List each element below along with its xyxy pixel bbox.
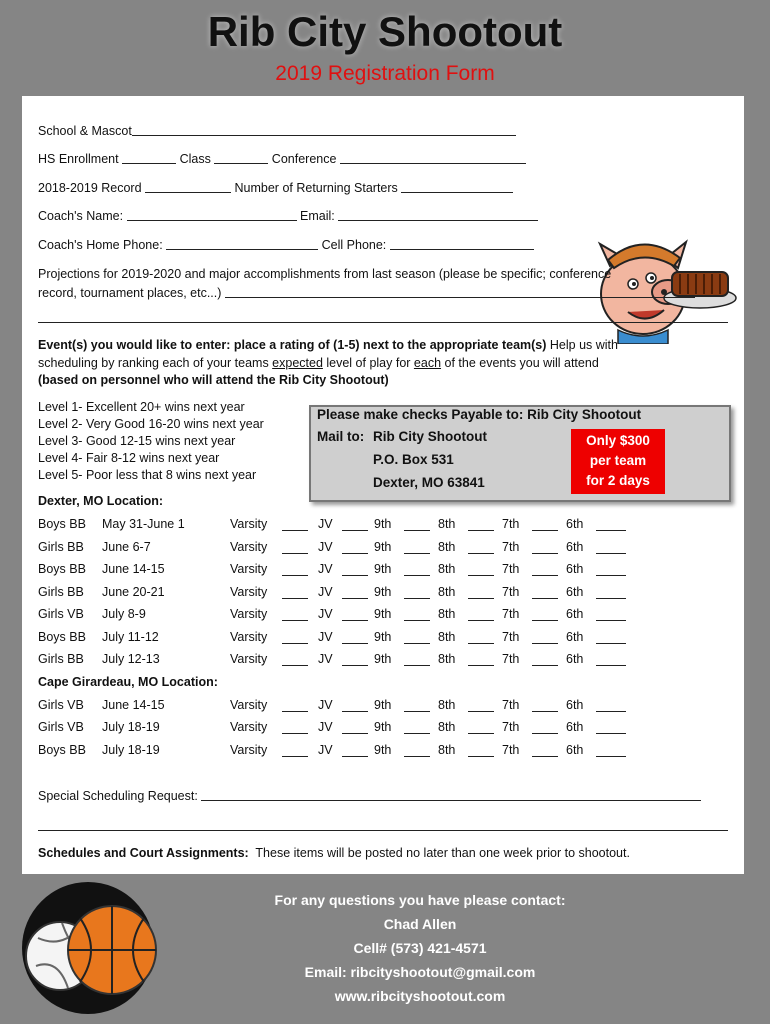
address-line-2: P.O. Box 531 (373, 452, 454, 467)
level-label: JV (318, 652, 333, 666)
event-dates: July 18-19 (102, 742, 160, 757)
rating-blank[interactable] (532, 653, 558, 666)
rating-blank[interactable] (342, 653, 368, 666)
location-heading: Dexter, MO Location: (38, 494, 164, 508)
contact-intro: For any questions you have please contact: (274, 892, 566, 908)
level-label: 8th (438, 584, 456, 599)
school-label: School & Mascot (38, 124, 132, 138)
level-label: 7th (502, 629, 520, 644)
conference-label: Conference (271, 152, 337, 166)
event-team: Boys BB (38, 562, 86, 576)
level-label: JV (318, 584, 333, 599)
level-label: JV (318, 607, 333, 621)
level-label: 7th (502, 562, 520, 576)
level-label: 6th (566, 607, 584, 621)
rating-blank[interactable] (468, 541, 494, 554)
rating-blank[interactable] (532, 608, 558, 621)
rating-blank[interactable] (596, 518, 626, 531)
level-label: 9th (374, 652, 392, 666)
page-subtitle: 2019 Registration Form (275, 62, 495, 85)
home-phone-field[interactable] (166, 237, 318, 250)
event-dates: July 18-19 (102, 720, 160, 734)
level-label: 8th (438, 562, 456, 576)
level-label: 6th (566, 539, 584, 554)
price-line-3: for 2 days (586, 473, 650, 488)
enrollment-label: HS Enrollment (38, 152, 119, 166)
events-line2-b: level of play for (322, 356, 414, 370)
level-label: 7th (502, 720, 520, 734)
record-label: 2018-2019 Record (38, 181, 142, 195)
event-team: Girls VB (38, 720, 84, 734)
rating-blank[interactable] (532, 699, 558, 712)
price-badge (571, 429, 665, 494)
event-team: Girls BB (38, 539, 84, 554)
level-label: 7th (502, 652, 520, 666)
level-label: Varsity (230, 720, 268, 734)
event-row (38, 720, 658, 738)
rating-blank[interactable] (282, 653, 308, 666)
rating-blank[interactable] (404, 744, 430, 757)
event-team: Boys BB (38, 629, 86, 644)
event-row (38, 517, 658, 535)
rating-blank[interactable] (404, 699, 430, 712)
level-label: 8th (438, 652, 456, 666)
rating-blank[interactable] (468, 631, 494, 644)
payment-box (309, 405, 731, 502)
rating-blank[interactable] (342, 586, 368, 599)
rating-blank[interactable] (596, 541, 626, 554)
event-team: Girls BB (38, 652, 84, 666)
coach-name-label: Coach's Name: (38, 209, 124, 223)
level-4: Level 4- Fair 8-12 wins next year (38, 451, 220, 465)
rating-blank[interactable] (596, 608, 626, 621)
level-label: Varsity (230, 607, 268, 621)
event-row (38, 652, 658, 670)
level-label: 9th (374, 562, 392, 576)
level-label: 6th (566, 629, 584, 644)
rating-blank[interactable] (342, 608, 368, 621)
rating-blank[interactable] (532, 744, 558, 757)
rating-blank[interactable] (468, 586, 494, 599)
special-request-field[interactable] (201, 788, 701, 801)
events-line2-expected: expected (272, 356, 323, 370)
level-label: Varsity (230, 629, 268, 644)
events-line2-each: each (413, 356, 442, 370)
level-label: 6th (566, 652, 584, 666)
level-1: Level 1- Excellent 20+ wins next year (38, 400, 245, 414)
event-row (38, 585, 658, 603)
level-label: 9th (374, 539, 392, 554)
projections-text-2: record, tournament places, etc...) (38, 286, 222, 300)
class-field[interactable] (214, 151, 268, 164)
level-label: 6th (566, 584, 584, 599)
rating-blank[interactable] (532, 541, 558, 554)
level-3: Level 3- Good 12-15 wins next year (38, 434, 236, 448)
rating-blank[interactable] (596, 653, 626, 666)
level-label: 8th (438, 742, 456, 757)
level-label: 6th (566, 742, 584, 757)
coach-name-field[interactable] (127, 208, 297, 221)
rating-blank[interactable] (596, 563, 626, 576)
level-2: Level 2- Very Good 16-20 wins next year (38, 417, 264, 431)
rating-blank[interactable] (404, 608, 430, 621)
event-dates: July 11-12 (102, 629, 159, 644)
class-label: Class (179, 152, 211, 166)
level-label: 8th (438, 539, 456, 554)
rating-blank[interactable] (468, 699, 494, 712)
page-title: Rib City Shootout (207, 8, 563, 55)
rating-blank[interactable] (404, 541, 430, 554)
rating-blank[interactable] (342, 563, 368, 576)
rating-blank[interactable] (282, 563, 308, 576)
event-team: Boys BB (38, 742, 86, 757)
rating-blank[interactable] (532, 721, 558, 734)
rating-blank[interactable] (342, 518, 368, 531)
level-label: 7th (502, 517, 520, 531)
event-row (38, 562, 658, 580)
rating-blank[interactable] (596, 744, 626, 757)
home-phone-label: Coach's Home Phone: (38, 238, 163, 252)
level-label: Varsity (230, 539, 268, 554)
cell-phone-field[interactable] (390, 237, 534, 250)
level-label: 6th (566, 720, 584, 734)
projections-text: Projections for 2019-2020 and major accomplishments from last season (please be specific; conference (38, 267, 612, 281)
event-row (38, 630, 658, 648)
rating-blank[interactable] (282, 586, 308, 599)
special-request-field-2[interactable] (38, 818, 728, 831)
level-label: 8th (438, 697, 456, 712)
address-line-3: Dexter, MO 63841 (373, 475, 485, 490)
level-label: JV (318, 697, 333, 712)
level-label: JV (318, 562, 333, 576)
event-row (38, 607, 658, 625)
projections-field[interactable] (225, 285, 695, 298)
level-label: 8th (438, 720, 456, 734)
rating-blank[interactable] (468, 721, 494, 734)
level-label: 6th (566, 697, 584, 712)
event-team: Girls VB (38, 607, 84, 621)
level-label: 9th (374, 517, 392, 531)
email-label: Email: (300, 209, 335, 223)
level-label: JV (318, 742, 333, 757)
level-label: 6th (566, 562, 584, 576)
enrollment-field[interactable] (122, 151, 176, 164)
rating-blank[interactable] (468, 563, 494, 576)
email-field[interactable] (338, 208, 538, 221)
rating-blank[interactable] (342, 631, 368, 644)
record-field[interactable] (145, 180, 231, 193)
event-team: Boys BB (38, 517, 86, 531)
rating-blank[interactable] (532, 631, 558, 644)
event-team: Girls VB (38, 697, 84, 712)
level-5: Level 5- Poor less that 8 wins next year (38, 468, 257, 482)
events-intro-rest: Help us with (546, 338, 618, 352)
level-label: JV (318, 517, 333, 531)
contact-email: Email: ribcityshootout@gmail.com (304, 964, 536, 980)
level-label: 9th (374, 607, 392, 621)
level-label: JV (318, 539, 333, 554)
level-label: JV (318, 720, 333, 734)
starters-label: Number of Returning Starters (234, 181, 398, 195)
level-label: 9th (374, 720, 392, 734)
rating-blank[interactable] (404, 653, 430, 666)
level-label: 8th (438, 517, 456, 531)
events-intro-bold: Event(s) you would like to enter: place a rating of (1-5) next to the appropriate team(s) (38, 338, 547, 352)
event-row (38, 698, 658, 716)
rating-blank[interactable] (468, 608, 494, 621)
mail-to-label: Mail to: (317, 429, 365, 444)
price-line-1: Only $300 (586, 433, 650, 448)
event-dates: June 14-15 (102, 562, 165, 576)
special-request-label: Special Scheduling Request: (38, 789, 198, 803)
level-label: 8th (438, 629, 456, 644)
rating-blank[interactable] (532, 563, 558, 576)
cell-phone-label: Cell Phone: (321, 238, 387, 252)
rating-blank[interactable] (404, 586, 430, 599)
rating-blank[interactable] (596, 699, 626, 712)
level-label: 6th (566, 517, 584, 531)
level-label: 9th (374, 584, 392, 599)
events-line2-a: scheduling by ranking each of your teams (38, 356, 273, 370)
projections-field-2[interactable] (38, 310, 728, 323)
level-label: 8th (438, 607, 456, 621)
level-label: 7th (502, 539, 520, 554)
level-label: 7th (502, 697, 520, 712)
rating-blank[interactable] (596, 586, 626, 599)
events-line3: (based on personnel who will attend the Rib City Shootout) (38, 373, 389, 387)
level-label: 9th (374, 742, 392, 757)
level-label: 9th (374, 697, 392, 712)
events-line2-c: of the events you will attend (441, 356, 599, 370)
form-sheet (22, 96, 744, 874)
rating-blank[interactable] (532, 518, 558, 531)
level-label: Varsity (230, 562, 268, 576)
rating-blank[interactable] (282, 608, 308, 621)
rating-blank[interactable] (282, 744, 308, 757)
rating-blank[interactable] (342, 699, 368, 712)
contact-cell: Cell# (573) 421-4571 (353, 940, 487, 956)
event-team: Girls BB (38, 584, 84, 599)
level-label: Varsity (230, 742, 268, 757)
event-dates: June 14-15 (102, 697, 165, 712)
rating-blank[interactable] (282, 518, 308, 531)
rating-blank[interactable] (404, 518, 430, 531)
rating-blank[interactable] (342, 721, 368, 734)
rating-blank[interactable] (342, 541, 368, 554)
school-field[interactable] (132, 123, 516, 136)
rating-blank[interactable] (404, 721, 430, 734)
event-row (38, 540, 658, 558)
event-dates: July 8-9 (102, 607, 146, 621)
starters-field[interactable] (401, 180, 513, 193)
level-label: 7th (502, 742, 520, 757)
rating-blank[interactable] (282, 631, 308, 644)
contact-name: Chad Allen (383, 916, 457, 932)
rating-blank[interactable] (468, 518, 494, 531)
rating-blank[interactable] (404, 563, 430, 576)
location-heading: Cape Girardeau, MO Location: (38, 674, 218, 689)
rating-blank[interactable] (404, 631, 430, 644)
price-line-2: per team (589, 453, 647, 468)
conference-field[interactable] (340, 151, 526, 164)
rating-blank[interactable] (282, 541, 308, 554)
rating-blank[interactable] (532, 586, 558, 599)
event-dates: May 31-June 1 (102, 517, 185, 531)
level-label: Varsity (230, 652, 268, 666)
rating-blank[interactable] (468, 653, 494, 666)
address-line-1: Rib City Shootout (373, 429, 487, 444)
event-dates: June 20-21 (102, 584, 165, 599)
level-label: JV (318, 629, 333, 644)
level-label: 7th (502, 607, 520, 621)
contact-website[interactable]: www.ribcityshootout.com (334, 988, 506, 1004)
level-label: Varsity (230, 697, 268, 712)
level-label: 7th (502, 584, 520, 599)
schedules-label: Schedules and Court Assignments: (38, 846, 249, 860)
rating-blank[interactable] (282, 699, 308, 712)
schedules-text: These items will be posted no later than one week prior to shootout. (255, 846, 630, 860)
rating-blank[interactable] (596, 721, 626, 734)
rating-blank[interactable] (342, 744, 368, 757)
rating-blank[interactable] (282, 721, 308, 734)
event-dates: June 6-7 (102, 539, 151, 554)
rating-blank[interactable] (596, 631, 626, 644)
level-label: Varsity (230, 517, 268, 531)
level-label: 9th (374, 629, 392, 644)
event-row (38, 743, 658, 761)
rating-blank[interactable] (468, 744, 494, 757)
payable-text: Please make checks Payable to: Rib City Shootout (317, 407, 642, 422)
contact-block (0, 888, 770, 1008)
level-label: Varsity (230, 584, 268, 599)
event-dates: July 12-13 (102, 652, 160, 666)
